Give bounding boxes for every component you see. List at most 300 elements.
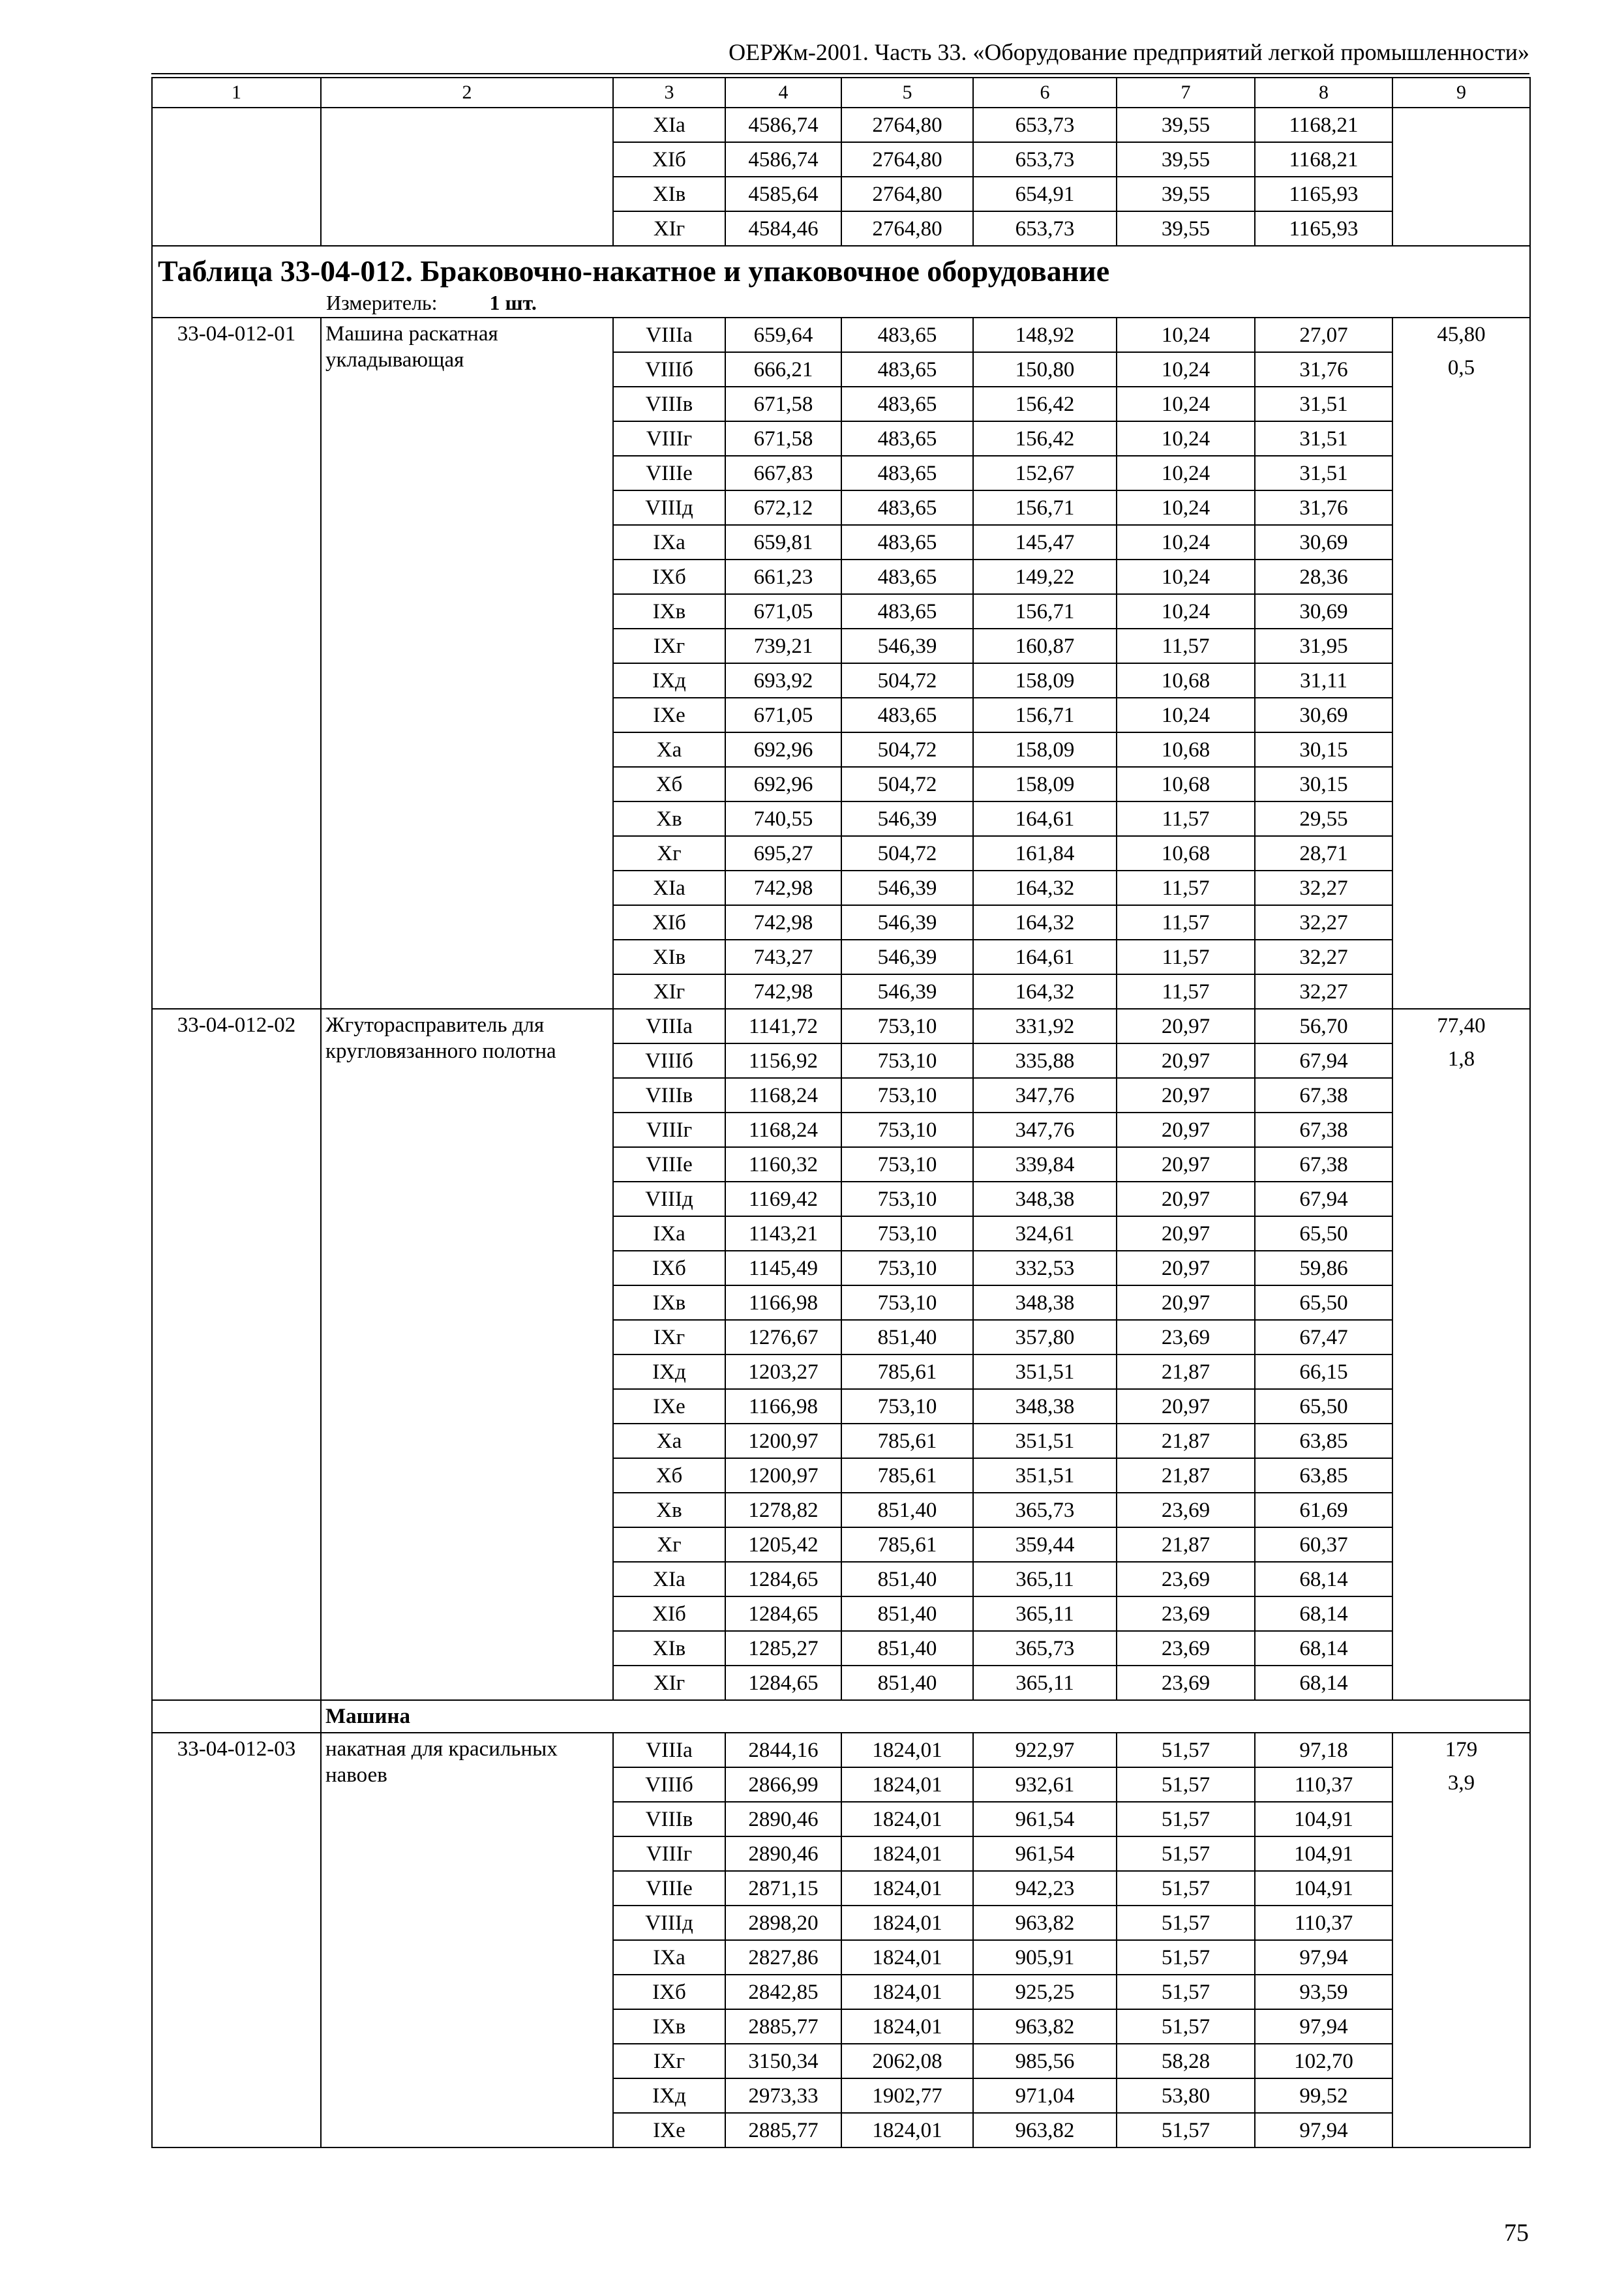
value-cell: 66,15 bbox=[1255, 1354, 1392, 1389]
zone-cell: Xб bbox=[613, 1458, 725, 1493]
col9-value: 45,80 bbox=[1437, 323, 1486, 346]
value-cell: 483,65 bbox=[841, 318, 973, 352]
value-cell: 23,69 bbox=[1117, 1493, 1255, 1527]
value-cell: 483,65 bbox=[841, 421, 973, 456]
value-cell: 667,83 bbox=[725, 456, 841, 490]
value-cell: 4586,74 bbox=[725, 142, 841, 177]
zone-cell: XIб bbox=[613, 905, 725, 940]
value-cell: 67,38 bbox=[1255, 1113, 1392, 1147]
value-cell: 56,70 bbox=[1255, 1009, 1392, 1043]
zone-cell: VIIIа bbox=[613, 1009, 725, 1043]
value-cell: 4584,46 bbox=[725, 211, 841, 246]
zone-cell: XIв bbox=[613, 940, 725, 974]
value-cell: 963,82 bbox=[973, 2009, 1117, 2044]
zone-cell: Xа bbox=[613, 1424, 725, 1458]
value-cell: 753,10 bbox=[841, 1113, 973, 1147]
zone-cell: XIв bbox=[613, 1631, 725, 1666]
value-cell: 30,15 bbox=[1255, 732, 1392, 767]
value-cell: 753,10 bbox=[841, 1043, 973, 1078]
value-cell: 23,69 bbox=[1117, 1666, 1255, 1700]
value-cell: 740,55 bbox=[725, 801, 841, 836]
value-cell: 1824,01 bbox=[841, 2113, 973, 2147]
zone-cell: VIIIв bbox=[613, 1802, 725, 1836]
zone-cell: XIг bbox=[613, 211, 725, 246]
value-cell: 11,57 bbox=[1117, 629, 1255, 663]
value-cell: 1203,27 bbox=[725, 1354, 841, 1389]
value-cell: 961,54 bbox=[973, 1802, 1117, 1836]
value-cell: 2866,99 bbox=[725, 1767, 841, 1802]
value-cell: 2890,46 bbox=[725, 1836, 841, 1871]
zone-cell: IXв bbox=[613, 594, 725, 629]
zone-cell: Xв bbox=[613, 801, 725, 836]
value-cell: 99,52 bbox=[1255, 2078, 1392, 2113]
value-cell: 671,58 bbox=[725, 421, 841, 456]
value-cell: 51,57 bbox=[1117, 1940, 1255, 1975]
value-cell: 351,51 bbox=[973, 1354, 1117, 1389]
value-cell: 753,10 bbox=[841, 1285, 973, 1320]
value-cell: 28,71 bbox=[1255, 836, 1392, 871]
value-cell: 10,68 bbox=[1117, 836, 1255, 871]
value-cell: 51,57 bbox=[1117, 1906, 1255, 1940]
value-cell: 102,70 bbox=[1255, 2044, 1392, 2078]
value-cell: 1284,65 bbox=[725, 1666, 841, 1700]
value-cell: 324,61 bbox=[973, 1216, 1117, 1251]
value-cell: 10,24 bbox=[1117, 594, 1255, 629]
value-cell: 963,82 bbox=[973, 2113, 1117, 2147]
value-cell: 785,61 bbox=[841, 1458, 973, 1493]
value-cell: 483,65 bbox=[841, 490, 973, 525]
zone-cell: XIб bbox=[613, 142, 725, 177]
value-cell: 51,57 bbox=[1117, 1836, 1255, 1871]
value-cell: 68,14 bbox=[1255, 1596, 1392, 1631]
name-cell: Жгутораспрaвитель для кругловязанного полотна bbox=[321, 1009, 613, 1700]
value-cell: 10,24 bbox=[1117, 698, 1255, 732]
value-cell: 1168,24 bbox=[725, 1078, 841, 1113]
value-cell: 653,73 bbox=[973, 211, 1117, 246]
value-cell: 30,69 bbox=[1255, 594, 1392, 629]
value-cell: 753,10 bbox=[841, 1147, 973, 1182]
col9-value: 1,8 bbox=[1447, 1047, 1475, 1071]
value-cell: 1284,65 bbox=[725, 1596, 841, 1631]
value-cell: 1165,93 bbox=[1255, 211, 1392, 246]
value-cell: 156,42 bbox=[973, 421, 1117, 456]
value-cell: 1824,01 bbox=[841, 1940, 973, 1975]
value-cell: 2764,80 bbox=[841, 108, 973, 142]
value-cell: 60,37 bbox=[1255, 1527, 1392, 1562]
zone-cell: VIIIд bbox=[613, 490, 725, 525]
value-cell: 963,82 bbox=[973, 1906, 1117, 1940]
value-cell: 339,84 bbox=[973, 1147, 1117, 1182]
value-cell: 785,61 bbox=[841, 1527, 973, 1562]
value-cell: 1824,01 bbox=[841, 2009, 973, 2044]
value-cell: 20,97 bbox=[1117, 1147, 1255, 1182]
value-cell: 30,69 bbox=[1255, 525, 1392, 560]
value-cell: 483,65 bbox=[841, 456, 973, 490]
value-cell: 30,15 bbox=[1255, 767, 1392, 801]
value-cell: 31,51 bbox=[1255, 456, 1392, 490]
value-cell: 2827,86 bbox=[725, 1940, 841, 1975]
value-cell: 654,91 bbox=[973, 177, 1117, 211]
value-cell: 31,51 bbox=[1255, 421, 1392, 456]
col9-cell bbox=[1392, 108, 1530, 246]
value-cell: 671,05 bbox=[725, 698, 841, 732]
value-cell: 97,94 bbox=[1255, 2009, 1392, 2044]
value-cell: 653,73 bbox=[973, 142, 1117, 177]
zone-cell: VIIIг bbox=[613, 1113, 725, 1147]
value-cell: 10,24 bbox=[1117, 352, 1255, 387]
value-cell: 20,97 bbox=[1117, 1216, 1255, 1251]
value-cell: 1156,92 bbox=[725, 1043, 841, 1078]
value-cell: 851,40 bbox=[841, 1596, 973, 1631]
value-cell: 546,39 bbox=[841, 629, 973, 663]
value-cell: 753,10 bbox=[841, 1389, 973, 1424]
value-cell: 546,39 bbox=[841, 974, 973, 1009]
value-cell: 21,87 bbox=[1117, 1424, 1255, 1458]
value-cell: 11,57 bbox=[1117, 871, 1255, 905]
column-number-row bbox=[152, 78, 1530, 108]
value-cell: 21,87 bbox=[1117, 1458, 1255, 1493]
value-cell: 10,68 bbox=[1117, 663, 1255, 698]
value-cell: 1141,72 bbox=[725, 1009, 841, 1043]
value-cell: 11,57 bbox=[1117, 801, 1255, 836]
code-cell: 33-04-012-02 bbox=[152, 1009, 321, 1700]
value-cell: 148,92 bbox=[973, 318, 1117, 352]
zone-cell: VIIIб bbox=[613, 1767, 725, 1802]
value-cell: 546,39 bbox=[841, 871, 973, 905]
value-cell: 546,39 bbox=[841, 940, 973, 974]
value-cell: 156,71 bbox=[973, 594, 1117, 629]
zone-cell: IXб bbox=[613, 1975, 725, 2009]
value-cell: 753,10 bbox=[841, 1216, 973, 1251]
value-cell: 695,27 bbox=[725, 836, 841, 871]
value-cell: 483,65 bbox=[841, 352, 973, 387]
value-cell: 1166,98 bbox=[725, 1389, 841, 1424]
value-cell: 2885,77 bbox=[725, 2009, 841, 2044]
table-row bbox=[152, 318, 1530, 352]
column-number: 2 bbox=[321, 78, 613, 108]
value-cell: 51,57 bbox=[1117, 1767, 1255, 1802]
value-cell: 32,27 bbox=[1255, 871, 1392, 905]
value-cell: 347,76 bbox=[973, 1113, 1117, 1147]
zone-cell: Xг bbox=[613, 1527, 725, 1562]
value-cell: 1285,27 bbox=[725, 1631, 841, 1666]
zone-cell: IXд bbox=[613, 2078, 725, 2113]
value-cell: 961,54 bbox=[973, 1836, 1117, 1871]
value-cell: 504,72 bbox=[841, 836, 973, 871]
value-cell: 1145,49 bbox=[725, 1251, 841, 1285]
subheading: Машина bbox=[321, 1700, 1530, 1733]
value-cell: 10,24 bbox=[1117, 560, 1255, 594]
value-cell: 51,57 bbox=[1117, 2113, 1255, 2147]
value-cell: 10,24 bbox=[1117, 490, 1255, 525]
table-row bbox=[152, 108, 1530, 142]
value-cell: 161,84 bbox=[973, 836, 1117, 871]
value-cell: 2885,77 bbox=[725, 2113, 841, 2147]
value-cell: 104,91 bbox=[1255, 1802, 1392, 1836]
value-cell: 753,10 bbox=[841, 1078, 973, 1113]
value-cell: 331,92 bbox=[973, 1009, 1117, 1043]
value-cell: 67,47 bbox=[1255, 1320, 1392, 1354]
name-cell: накатная для красильных навоев bbox=[321, 1733, 613, 2147]
value-cell: 905,91 bbox=[973, 1940, 1117, 1975]
value-cell: 68,14 bbox=[1255, 1631, 1392, 1666]
value-cell: 653,73 bbox=[973, 108, 1117, 142]
value-cell: 63,85 bbox=[1255, 1424, 1392, 1458]
value-cell: 68,14 bbox=[1255, 1562, 1392, 1596]
value-cell: 1824,01 bbox=[841, 1767, 973, 1802]
code-cell: 33-04-012-03 bbox=[152, 1733, 321, 2147]
value-cell: 20,97 bbox=[1117, 1389, 1255, 1424]
value-cell: 1205,42 bbox=[725, 1527, 841, 1562]
col9-value: 3,9 bbox=[1447, 1771, 1475, 1795]
code-cell: 33-04-012-01 bbox=[152, 318, 321, 1009]
value-cell: 20,97 bbox=[1117, 1009, 1255, 1043]
value-cell: 158,09 bbox=[973, 663, 1117, 698]
zone-cell: VIIIд bbox=[613, 1182, 725, 1216]
value-cell: 67,38 bbox=[1255, 1078, 1392, 1113]
value-cell: 742,98 bbox=[725, 871, 841, 905]
value-cell: 546,39 bbox=[841, 801, 973, 836]
value-cell: 365,11 bbox=[973, 1562, 1117, 1596]
value-cell: 11,57 bbox=[1117, 974, 1255, 1009]
value-cell: 2844,16 bbox=[725, 1733, 841, 1767]
zone-cell: VIIIв bbox=[613, 1078, 725, 1113]
value-cell: 1824,01 bbox=[841, 1906, 973, 1940]
value-cell: 351,51 bbox=[973, 1458, 1117, 1493]
value-cell: 20,97 bbox=[1117, 1251, 1255, 1285]
value-cell: 21,87 bbox=[1117, 1527, 1255, 1562]
value-cell: 659,81 bbox=[725, 525, 841, 560]
value-cell: 93,59 bbox=[1255, 1975, 1392, 2009]
rates-table bbox=[151, 77, 1531, 2148]
value-cell: 27,07 bbox=[1255, 318, 1392, 352]
page-header: ОЕРЖм-2001. Часть 33. «Оборудование предприятий легкой промышленности» bbox=[729, 39, 1529, 65]
zone-cell: VIIIд bbox=[613, 1906, 725, 1940]
value-cell: 483,65 bbox=[841, 698, 973, 732]
value-cell: 164,61 bbox=[973, 940, 1117, 974]
value-cell: 23,69 bbox=[1117, 1631, 1255, 1666]
value-cell: 59,86 bbox=[1255, 1251, 1392, 1285]
value-cell: 925,25 bbox=[973, 1975, 1117, 2009]
measure-value: 1 шт. bbox=[489, 291, 537, 314]
zone-cell: IXе bbox=[613, 698, 725, 732]
value-cell: 504,72 bbox=[841, 767, 973, 801]
value-cell: 666,21 bbox=[725, 352, 841, 387]
value-cell: 2764,80 bbox=[841, 211, 973, 246]
value-cell: 11,57 bbox=[1117, 940, 1255, 974]
col9-cell bbox=[1392, 1009, 1530, 1700]
zone-cell: IXв bbox=[613, 2009, 725, 2044]
value-cell: 10,24 bbox=[1117, 318, 1255, 352]
zone-cell: Xа bbox=[613, 732, 725, 767]
zone-cell: Xг bbox=[613, 836, 725, 871]
value-cell: 31,76 bbox=[1255, 490, 1392, 525]
table-title: Таблица 33-04-012. Браковочно-накатное и упаковочное оборудование bbox=[158, 254, 1110, 288]
zone-cell: XIб bbox=[613, 1596, 725, 1631]
col9-value: 77,40 bbox=[1437, 1014, 1486, 1038]
value-cell: 104,91 bbox=[1255, 1836, 1392, 1871]
column-number: 6 bbox=[973, 78, 1117, 108]
value-cell: 10,24 bbox=[1117, 387, 1255, 421]
value-cell: 152,67 bbox=[973, 456, 1117, 490]
value-cell: 365,11 bbox=[973, 1666, 1117, 1700]
value-cell: 743,27 bbox=[725, 940, 841, 974]
table-row bbox=[152, 1009, 1530, 1043]
value-cell: 932,61 bbox=[973, 1767, 1117, 1802]
value-cell: 65,50 bbox=[1255, 1389, 1392, 1424]
value-cell: 65,50 bbox=[1255, 1285, 1392, 1320]
value-cell: 65,50 bbox=[1255, 1216, 1392, 1251]
value-cell: 922,97 bbox=[973, 1733, 1117, 1767]
value-cell: 1168,21 bbox=[1255, 108, 1392, 142]
zone-cell: VIIIг bbox=[613, 1836, 725, 1871]
measure-label: Измеритель: bbox=[326, 291, 438, 314]
name-cell bbox=[321, 108, 613, 246]
value-cell: 672,12 bbox=[725, 490, 841, 525]
zone-cell: IXг bbox=[613, 629, 725, 663]
value-cell: 149,22 bbox=[973, 560, 1117, 594]
value-cell: 335,88 bbox=[973, 1043, 1117, 1078]
value-cell: 10,24 bbox=[1117, 525, 1255, 560]
col9-cell bbox=[1392, 1733, 1530, 2147]
value-cell: 661,23 bbox=[725, 560, 841, 594]
zone-cell: IXа bbox=[613, 525, 725, 560]
value-cell: 1902,77 bbox=[841, 2078, 973, 2113]
value-cell: 23,69 bbox=[1117, 1596, 1255, 1631]
value-cell: 28,36 bbox=[1255, 560, 1392, 594]
value-cell: 32,27 bbox=[1255, 974, 1392, 1009]
column-number: 4 bbox=[725, 78, 841, 108]
value-cell: 97,94 bbox=[1255, 2113, 1392, 2147]
value-cell: 1168,24 bbox=[725, 1113, 841, 1147]
page-number: 75 bbox=[1504, 2219, 1529, 2247]
value-cell: 67,94 bbox=[1255, 1182, 1392, 1216]
zone-cell: XIв bbox=[613, 177, 725, 211]
col9-value: 179 bbox=[1445, 1738, 1478, 1761]
zone-cell: IXб bbox=[613, 560, 725, 594]
value-cell: 1824,01 bbox=[841, 1836, 973, 1871]
table-title-row bbox=[152, 246, 1530, 318]
value-cell: 164,32 bbox=[973, 871, 1117, 905]
value-cell: 483,65 bbox=[841, 594, 973, 629]
zone-cell: IXг bbox=[613, 1320, 725, 1354]
measure-line bbox=[158, 290, 1524, 316]
table-title-cell bbox=[152, 246, 1530, 318]
value-cell: 753,10 bbox=[841, 1251, 973, 1285]
value-cell: 483,65 bbox=[841, 387, 973, 421]
zone-cell: IXб bbox=[613, 1251, 725, 1285]
value-cell: 1143,21 bbox=[725, 1216, 841, 1251]
table-row bbox=[152, 1733, 1530, 1767]
value-cell: 1160,32 bbox=[725, 1147, 841, 1182]
value-cell: 51,57 bbox=[1117, 2009, 1255, 2044]
zone-cell: VIIIа bbox=[613, 1733, 725, 1767]
value-cell: 365,11 bbox=[973, 1596, 1117, 1631]
value-cell: 150,80 bbox=[973, 352, 1117, 387]
value-cell: 785,61 bbox=[841, 1354, 973, 1389]
column-number: 7 bbox=[1117, 78, 1255, 108]
code-cell bbox=[152, 108, 321, 246]
value-cell: 851,40 bbox=[841, 1631, 973, 1666]
value-cell: 546,39 bbox=[841, 905, 973, 940]
zone-cell: IXд bbox=[613, 663, 725, 698]
value-cell: 1824,01 bbox=[841, 1802, 973, 1836]
value-cell: 1168,21 bbox=[1255, 142, 1392, 177]
value-cell: 31,95 bbox=[1255, 629, 1392, 663]
value-cell: 1166,98 bbox=[725, 1285, 841, 1320]
value-cell: 31,11 bbox=[1255, 663, 1392, 698]
value-cell: 785,61 bbox=[841, 1424, 973, 1458]
column-number: 8 bbox=[1255, 78, 1392, 108]
value-cell: 31,76 bbox=[1255, 352, 1392, 387]
zone-cell: XIг bbox=[613, 974, 725, 1009]
value-cell: 158,09 bbox=[973, 767, 1117, 801]
value-cell: 31,51 bbox=[1255, 387, 1392, 421]
zone-cell: IXг bbox=[613, 2044, 725, 2078]
value-cell: 742,98 bbox=[725, 905, 841, 940]
zone-cell: IXа bbox=[613, 1940, 725, 1975]
value-cell: 1824,01 bbox=[841, 1733, 973, 1767]
value-cell: 97,18 bbox=[1255, 1733, 1392, 1767]
value-cell: 692,96 bbox=[725, 732, 841, 767]
value-cell: 39,55 bbox=[1117, 108, 1255, 142]
zone-cell: XIа bbox=[613, 1562, 725, 1596]
value-cell: 851,40 bbox=[841, 1562, 973, 1596]
value-cell: 483,65 bbox=[841, 560, 973, 594]
value-cell: 739,21 bbox=[725, 629, 841, 663]
zone-cell: IXе bbox=[613, 2113, 725, 2147]
value-cell: 110,37 bbox=[1255, 1906, 1392, 1940]
value-cell: 1165,93 bbox=[1255, 177, 1392, 211]
value-cell: 23,69 bbox=[1117, 1320, 1255, 1354]
value-cell: 2871,15 bbox=[725, 1871, 841, 1906]
value-cell: 20,97 bbox=[1117, 1182, 1255, 1216]
column-number: 5 bbox=[841, 78, 973, 108]
value-cell: 851,40 bbox=[841, 1666, 973, 1700]
zone-cell: XIа bbox=[613, 108, 725, 142]
value-cell: 53,80 bbox=[1117, 2078, 1255, 2113]
header-rule bbox=[151, 73, 1529, 74]
value-cell: 51,57 bbox=[1117, 1733, 1255, 1767]
value-cell: 156,71 bbox=[973, 490, 1117, 525]
value-cell: 1200,97 bbox=[725, 1458, 841, 1493]
value-cell: 156,42 bbox=[973, 387, 1117, 421]
value-cell: 753,10 bbox=[841, 1009, 973, 1043]
value-cell: 10,68 bbox=[1117, 767, 1255, 801]
value-cell: 21,87 bbox=[1117, 1354, 1255, 1389]
value-cell: 851,40 bbox=[841, 1493, 973, 1527]
value-cell: 348,38 bbox=[973, 1285, 1117, 1320]
value-cell: 1824,01 bbox=[841, 1871, 973, 1906]
zone-cell: VIIIа bbox=[613, 318, 725, 352]
col9-cell bbox=[1392, 318, 1530, 1009]
value-cell: 20,97 bbox=[1117, 1285, 1255, 1320]
value-cell: 365,73 bbox=[973, 1631, 1117, 1666]
column-number: 9 bbox=[1392, 78, 1530, 108]
zone-cell: Xв bbox=[613, 1493, 725, 1527]
value-cell: 11,57 bbox=[1117, 905, 1255, 940]
code-cell bbox=[152, 1700, 321, 1733]
zone-cell: IXе bbox=[613, 1389, 725, 1424]
zone-cell: Xб bbox=[613, 767, 725, 801]
column-number: 1 bbox=[152, 78, 321, 108]
value-cell: 348,38 bbox=[973, 1389, 1117, 1424]
value-cell: 67,94 bbox=[1255, 1043, 1392, 1078]
zone-cell: VIIIе bbox=[613, 1147, 725, 1182]
value-cell: 104,91 bbox=[1255, 1871, 1392, 1906]
value-cell: 971,04 bbox=[973, 2078, 1117, 2113]
value-cell: 2842,85 bbox=[725, 1975, 841, 2009]
